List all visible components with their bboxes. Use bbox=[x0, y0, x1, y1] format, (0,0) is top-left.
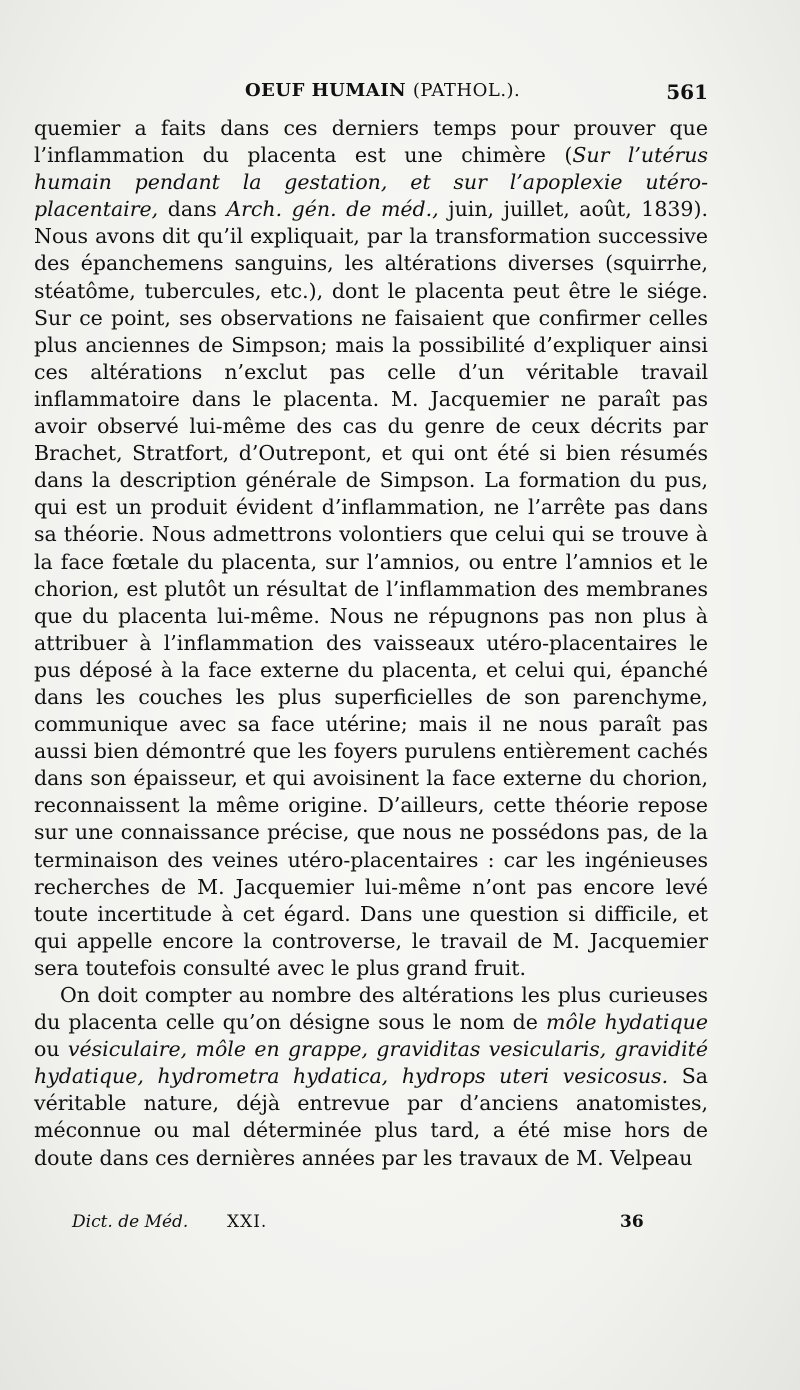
body-text bbox=[34, 115, 708, 1172]
running-title: OEUF HUMAIN bbox=[245, 80, 407, 101]
text-run: Sa véritable nature, déjà entrevue par d’anciens anatomistes, méconnue ou mal déterminée plus tard, a été mise hors de doute dans ces dernières années par les travaux de M. Velpeau bbox=[34, 1064, 708, 1170]
footer-journal: Dict. de Méd. bbox=[72, 1212, 189, 1232]
page-footer bbox=[72, 1212, 672, 1240]
text-run: On doit compter au nombre des altérations les plus curieuses du placenta celle qu’on désigne sous le nom de bbox=[34, 983, 708, 1035]
text-run: ou bbox=[34, 1037, 68, 1062]
page-header bbox=[36, 80, 708, 110]
running-subtitle: (PATHOL.). bbox=[412, 80, 521, 101]
text-run: dans bbox=[158, 197, 227, 222]
footer-volume: XXI. bbox=[227, 1212, 268, 1232]
italic-run: Arch. gén. de méd., bbox=[226, 197, 439, 222]
italic-run: vésiculaire, môle en grappe, graviditas vesicularis, gravidité hydatique, hydrometra hydatica, hydrops uteri vesicosus. bbox=[34, 1037, 709, 1089]
paragraph bbox=[34, 115, 708, 982]
text-run: juin, juillet, août, 1839). Nous avons dit qu’il expliquait, par la transformation successive des épanchemens sanguins, les altérations diverses (squirrhe, stéatôme, tubercules, etc.), dont le placenta peut être le siége. Sur ce point, ses observations ne faisaient que confirmer celles plus anciennes de Simpson; mais la possibilité d’expliquer ainsi ces altérations n’exclut pas celle d’un véritable travail inflammatoire dans le placenta. M. Jacquemier ne paraît pas avoir observé lui-même des cas du genre de ceux décrits par Brachet, Stratfort, d’Outrepont, et qui ont été si bien résumés dans la description générale de Simpson. La formation du pus, qui est un produit évident d’inflammation, ne l’arrête pas dans sa théorie. Nous admettrons volontiers que celui qui se trouve à la face fœtale du placenta, sur l’amnios, ou entre l’amnios et le chorion, est plutôt un résultat de l’inflammation des membranes que du placenta lui-même. Nous ne répugnons pas non plus à attribuer à l’inflammation des vaisseaux utéro-placentaires le pus déposé à la face externe du placenta, et celui qui, épanché dans les couches les plus superficielles de son parenchyme, communique avec sa face utérine; mais il ne nous paraît pas aussi bien démontré que les foyers purulens entièrement cachés dans son épaisseur, et qui avoisinent la face externe du chorion, reconnaissent la même origine. D’ailleurs, cette théorie repose sur une connaissance précise, que nous ne possédons pas, de la terminaison des veines utéro-placentaires : car les ingénieuses recherches de M. Jacquemier lui-même n’ont pas encore levé toute incertitude à cet égard. Dans une question si difficile, et qui appelle encore la controverse, le travail de M. Jacquemier sera toutefois consulté avec le plus grand fruit. bbox=[34, 197, 708, 980]
footer-signature: 36 bbox=[620, 1212, 644, 1232]
paragraph bbox=[34, 982, 708, 1172]
running-head bbox=[245, 80, 520, 101]
italic-run: Sur l’utérus humain pendant la gestation, et sur l’apoplexie utéro-placentaire, bbox=[34, 143, 709, 222]
italic-run: môle hydatique bbox=[546, 1010, 708, 1035]
page-number: 561 bbox=[666, 80, 708, 104]
text-run: quemier a faits dans ces derniers temps pour prouver que l’inflammation du placenta est une chimère ( bbox=[34, 116, 708, 168]
